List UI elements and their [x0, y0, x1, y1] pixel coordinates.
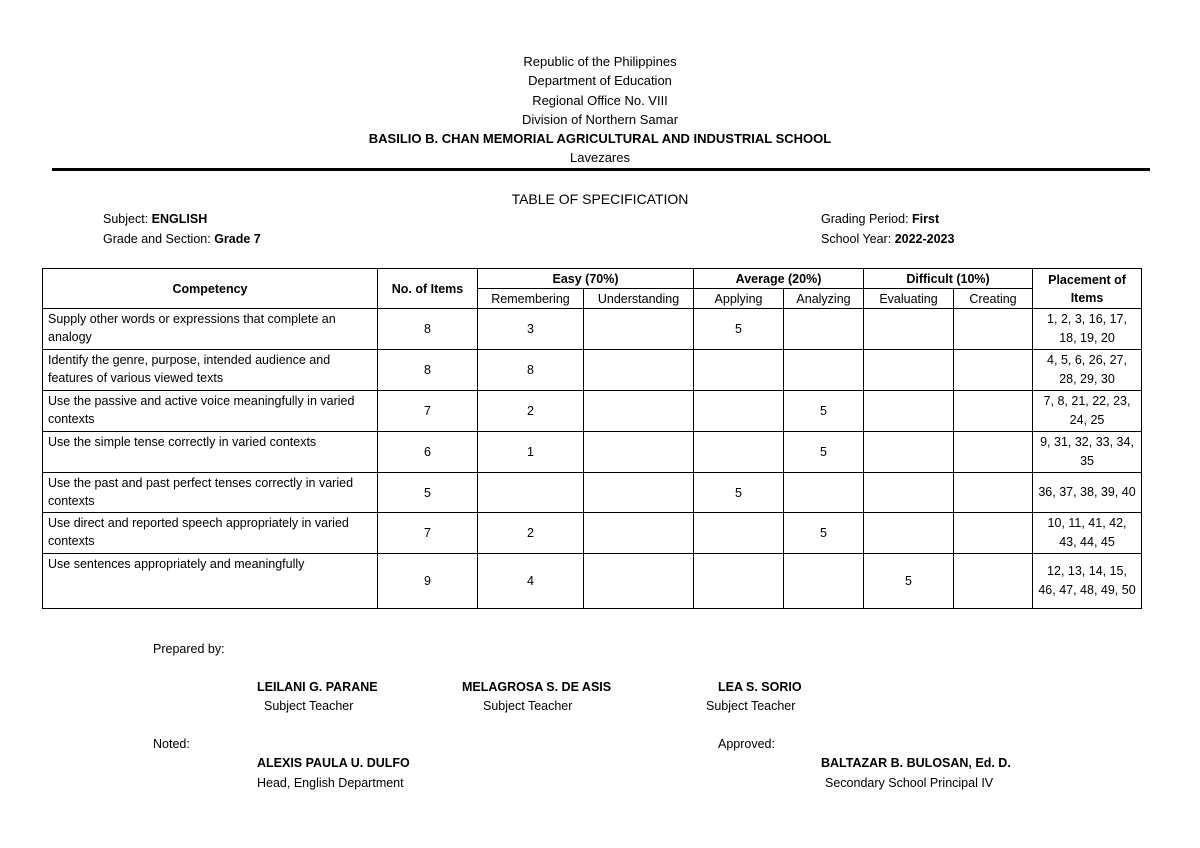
- creating-cell: [954, 473, 1033, 513]
- header-divider: [52, 168, 1150, 171]
- noted-title: Head, English Department: [257, 776, 404, 790]
- remembering-cell: 4: [478, 554, 584, 609]
- approved-title: Secondary School Principal IV: [825, 776, 994, 790]
- creating-cell: [954, 554, 1033, 609]
- understanding-cell: [584, 391, 694, 432]
- evaluating-cell: [864, 513, 954, 554]
- header-school-name: BASILIO B. CHAN MEMORIAL AGRICULTURAL AND INDUSTRIAL SCHOOL: [368, 131, 832, 147]
- noted-name: ALEXIS PAULA U. DULFO: [257, 756, 410, 770]
- preparer-name: LEILANI G. PARANE: [257, 680, 378, 694]
- remembering-cell: 3: [478, 309, 584, 350]
- header-region: Regional Office No. VIII: [532, 92, 668, 108]
- header-competency: Competency: [43, 269, 378, 309]
- competency-cell: Use the simple tense correctly in varied contexts: [43, 432, 378, 473]
- header-remembering: Remembering: [478, 289, 584, 309]
- header-creating: Creating: [954, 289, 1033, 309]
- evaluating-cell: 5: [864, 554, 954, 609]
- applying-cell: [694, 432, 784, 473]
- understanding-cell: [584, 513, 694, 554]
- placement-cell: 9, 31, 32, 33, 34, 35: [1033, 432, 1142, 473]
- applying-cell: [694, 513, 784, 554]
- items-cell: 7: [378, 513, 478, 554]
- evaluating-cell: [864, 391, 954, 432]
- noted-label: Noted:: [153, 737, 190, 751]
- applying-cell: 5: [694, 473, 784, 513]
- placement-cell: 7, 8, 21, 22, 23, 24, 25: [1033, 391, 1142, 432]
- applying-cell: [694, 350, 784, 391]
- applying-cell: 5: [694, 309, 784, 350]
- header-placement: Placement of Items: [1033, 269, 1142, 309]
- subject-value: ENGLISH: [151, 212, 208, 226]
- grade-label: Grade and Section:: [103, 232, 211, 246]
- creating-cell: [954, 391, 1033, 432]
- subject-label: Subject:: [103, 212, 149, 226]
- table-row: [43, 432, 1142, 473]
- placement-cell: 4, 5, 6, 26, 27, 28, 29, 30: [1033, 350, 1142, 391]
- preparer-name: MELAGROSA S. DE ASIS: [462, 680, 612, 694]
- analyzing-cell: 5: [784, 391, 864, 432]
- creating-cell: [954, 432, 1033, 473]
- placement-cell: 1, 2, 3, 16, 17, 18, 19, 20: [1033, 309, 1142, 350]
- document-title: TABLE OF SPECIFICATION: [511, 191, 689, 207]
- period-value: First: [912, 212, 940, 226]
- items-cell: 8: [378, 350, 478, 391]
- header-republic: Republic of the Philippines: [523, 54, 677, 69]
- competency-cell: Use the passive and active voice meaningfully in varied contexts: [43, 391, 378, 432]
- understanding-cell: [584, 473, 694, 513]
- table-row: [43, 554, 1142, 609]
- remembering-cell: 2: [478, 391, 584, 432]
- grade-line: [103, 232, 261, 246]
- analyzing-cell: [784, 309, 864, 350]
- items-cell: 7: [378, 391, 478, 432]
- preparer-title: Subject Teacher: [264, 699, 354, 713]
- grade-value: Grade 7: [214, 232, 261, 246]
- period-line: [821, 212, 939, 226]
- items-cell: 8: [378, 309, 478, 350]
- analyzing-cell: 5: [784, 513, 864, 554]
- header-division: Division of Northern Samar: [521, 111, 679, 127]
- remembering-cell: [478, 473, 584, 513]
- preparer-title: Subject Teacher: [706, 699, 796, 713]
- items-cell: 9: [378, 554, 478, 609]
- year-label: School Year:: [821, 232, 892, 246]
- preparer-title: Subject Teacher: [483, 699, 573, 713]
- understanding-cell: [584, 309, 694, 350]
- prepared-by-label: Prepared by:: [153, 642, 225, 656]
- header-applying: Applying: [694, 289, 784, 309]
- analyzing-cell: 5: [784, 432, 864, 473]
- items-cell: 5: [378, 473, 478, 513]
- understanding-cell: [584, 350, 694, 391]
- competency-cell: Use the past and past perfect tenses correctly in varied contexts: [43, 473, 378, 513]
- creating-cell: [954, 350, 1033, 391]
- competency-cell: Identify the genre, purpose, intended audience and features of various viewed texts: [43, 350, 378, 391]
- items-cell: 6: [378, 432, 478, 473]
- header-town: Lavezares: [570, 150, 630, 166]
- header-understanding: Understanding: [584, 289, 694, 309]
- understanding-cell: [584, 554, 694, 609]
- placement-cell: 12, 13, 14, 15, 46, 47, 48, 49, 50: [1033, 554, 1142, 609]
- year-value: 2022-2023: [894, 232, 955, 246]
- specification-table: [42, 268, 1142, 609]
- analyzing-cell: [784, 554, 864, 609]
- analyzing-cell: [784, 350, 864, 391]
- approved-name: BALTAZAR B. BULOSAN, Ed. D.: [821, 756, 1011, 770]
- evaluating-cell: [864, 473, 954, 513]
- understanding-cell: [584, 432, 694, 473]
- evaluating-cell: [864, 309, 954, 350]
- table-row: [43, 350, 1142, 391]
- header-evaluating: Evaluating: [864, 289, 954, 309]
- subject-line: [103, 212, 207, 226]
- placement-cell: 36, 37, 38, 39, 40: [1033, 473, 1142, 513]
- approved-label: Approved:: [718, 737, 775, 751]
- applying-cell: [694, 554, 784, 609]
- competency-cell: Use direct and reported speech appropriately in varied contexts: [43, 513, 378, 554]
- remembering-cell: 1: [478, 432, 584, 473]
- placement-cell: 10, 11, 41, 42, 43, 44, 45: [1033, 513, 1142, 554]
- header-difficult: Difficult (10%): [864, 269, 1033, 289]
- evaluating-cell: [864, 432, 954, 473]
- table-row: [43, 513, 1142, 554]
- analyzing-cell: [784, 473, 864, 513]
- table-row: [43, 391, 1142, 432]
- header-easy: Easy (70%): [478, 269, 694, 289]
- table-row: [43, 473, 1142, 513]
- applying-cell: [694, 391, 784, 432]
- remembering-cell: 8: [478, 350, 584, 391]
- header-analyzing: Analyzing: [784, 289, 864, 309]
- header-no-of-items: No. of Items: [378, 269, 478, 309]
- period-label: Grading Period:: [821, 212, 909, 226]
- competency-cell: Use sentences appropriately and meaningfully: [43, 554, 378, 609]
- header-average: Average (20%): [694, 269, 864, 289]
- evaluating-cell: [864, 350, 954, 391]
- creating-cell: [954, 513, 1033, 554]
- preparer-name: LEA S. SORIO: [718, 680, 802, 694]
- table-row: [43, 309, 1142, 350]
- creating-cell: [954, 309, 1033, 350]
- header-department: Department of Education: [528, 73, 672, 89]
- remembering-cell: 2: [478, 513, 584, 554]
- school-year-line: [821, 232, 954, 246]
- document-header: [0, 52, 1200, 168]
- competency-cell: Supply other words or expressions that complete an analogy: [43, 309, 378, 350]
